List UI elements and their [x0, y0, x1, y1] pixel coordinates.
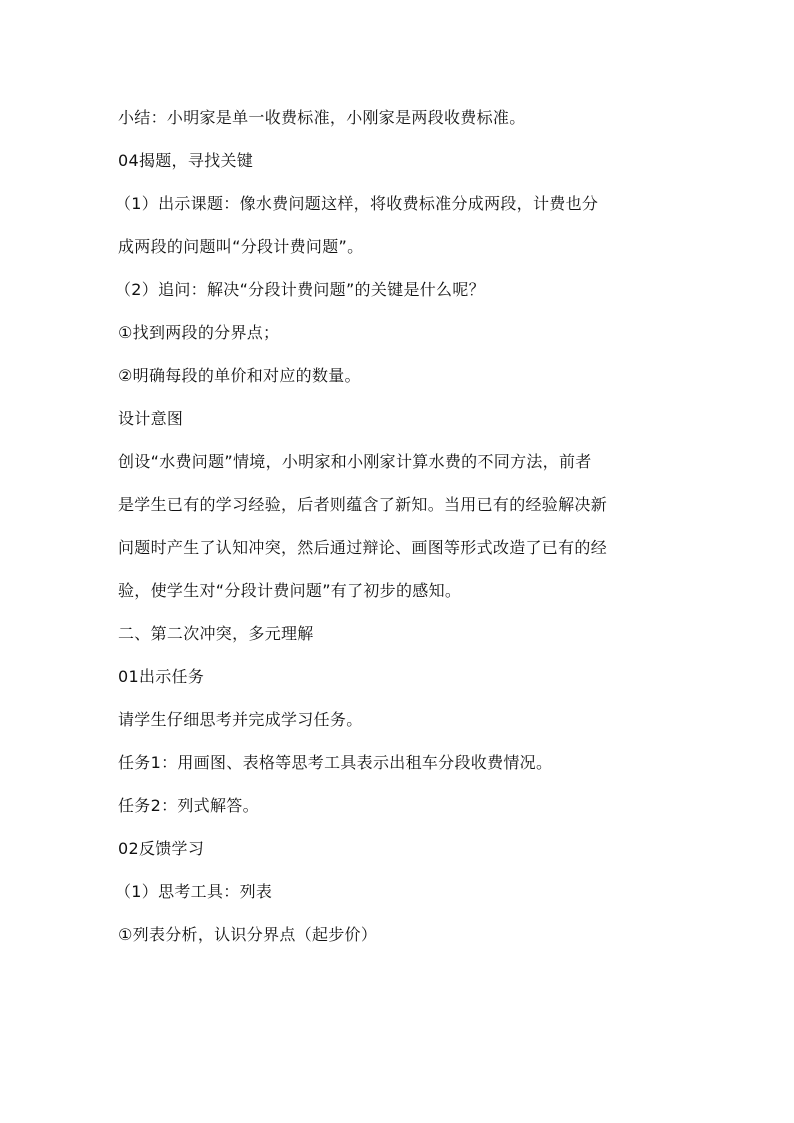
design-intent-heading: 设计意图	[118, 409, 184, 428]
section-heading-second-conflict: 二、第二次冲突，多元理解	[118, 624, 314, 643]
task-1: 任务1：用画图、表格等思考工具表示出租车分段收费情况。	[118, 753, 553, 772]
list-item-unit-price: ②明确每段的单价和对应的数量。	[118, 366, 361, 385]
task-2: 任务2：列式解答。	[118, 796, 259, 815]
subsection-heading-show-task: 01出示任务	[118, 667, 205, 686]
task-instruction: 请学生仔细思考并完成学习任务。	[118, 710, 363, 729]
section-heading-reveal-topic: 04揭题，寻找关键	[118, 151, 254, 170]
paragraph-show-topic-line-1: （1）出示课题：像水费问题这样，将收费标准分成两段，计费也分	[115, 194, 599, 213]
design-intent-line-4: 验，使学生对“分段计费问题”有了初步的感知。	[118, 581, 462, 600]
design-intent-line-3: 问题时产生了认知冲突，然后通过辩论、画图等形式改造了已有的经	[118, 538, 608, 557]
list-item-boundary-point: ①找到两段的分界点；	[118, 323, 280, 342]
summary-line: 小结：小明家是单一收费标准，小刚家是两段收费标准。	[118, 108, 526, 127]
design-intent-line-1: 创设“水费问题”情境，小明家和小刚家计算水费的不同方法，前者	[118, 452, 592, 471]
thinking-tool-list: （1）思考工具：列表	[115, 882, 273, 901]
design-intent-line-2: 是学生已有的学习经验，后者则蕴含了新知。当用已有的经验解决新	[118, 495, 608, 514]
paragraph-show-topic-line-2: 成两段的问题叫“分段计费问题”。	[118, 237, 364, 256]
subsection-heading-feedback: 02反馈学习	[118, 839, 205, 858]
paragraph-follow-up-question: （2）追问：解决“分段计费问题”的关键是什么呢？	[115, 280, 485, 299]
list-analysis-item: ①列表分析，认识分界点（起步价）	[118, 925, 378, 944]
